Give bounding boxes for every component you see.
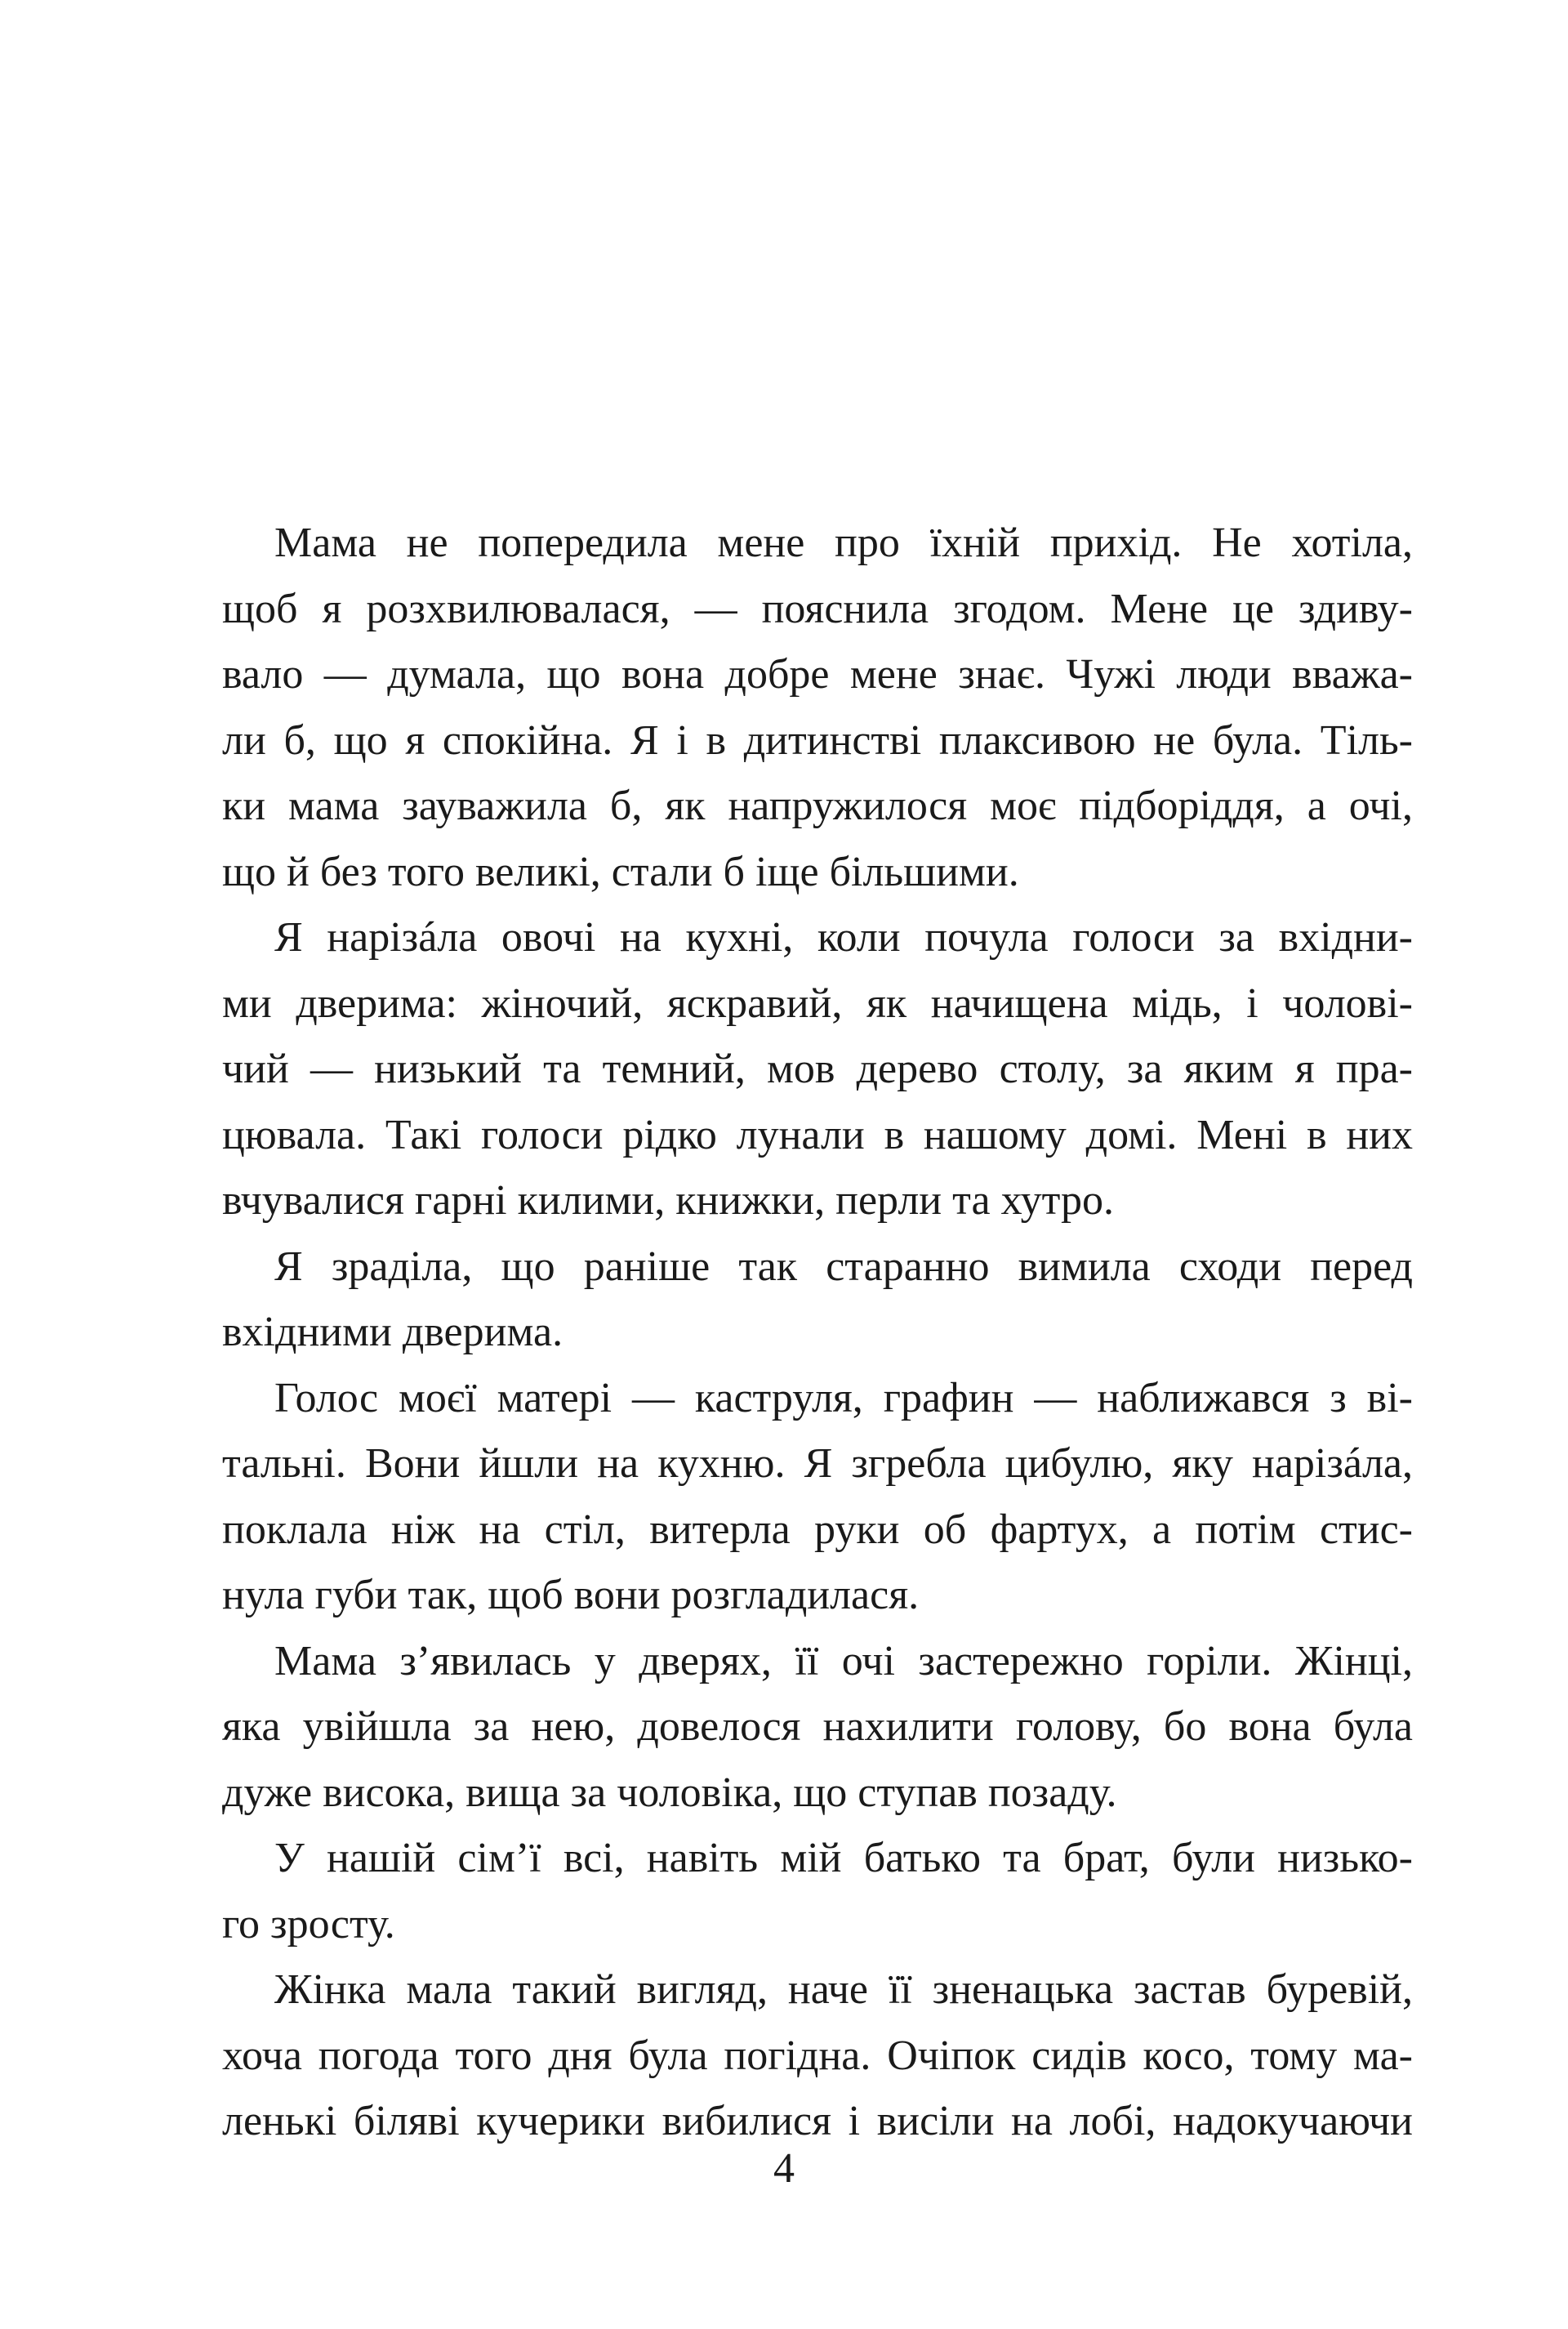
text-line: хоча погода того дня була погідна. Очіпок сидів косо, тому ма- bbox=[222, 2032, 1413, 2079]
text-line: чий — низький та темний, мов дерево столу, за яким я пра- bbox=[222, 1046, 1413, 1092]
paragraph bbox=[222, 1957, 1413, 2155]
text-line: Голос моєї матері — каструля, графин — наближався з ві- bbox=[274, 1374, 1413, 1421]
text-line: що й без того великі, стали б іще більшими. bbox=[222, 848, 1019, 895]
paragraph bbox=[222, 1234, 1413, 1366]
text-line: дуже висока, вища за чоловіка, що ступав позаду. bbox=[222, 1769, 1117, 1816]
paragraph bbox=[222, 905, 1413, 1234]
paragraph bbox=[222, 1366, 1413, 1629]
page-number: 4 bbox=[773, 2145, 795, 2192]
text-line: го зросту. bbox=[222, 1900, 395, 1948]
text-line: вчувалися гарні килими, книжки, перли та хутро. bbox=[222, 1177, 1114, 1224]
text-line: цювала. Такі голоси рідко лунали в нашому домі. Мені в них bbox=[222, 1111, 1413, 1158]
text-line: вало — думала, що вона добре мене знає. Чужі люди вважа- bbox=[222, 651, 1413, 698]
body-text bbox=[222, 511, 1413, 2155]
text-line: вхідними дверима. bbox=[222, 1309, 564, 1355]
text-line: У нашій сім’ї всі, навіть мій батько та брат, були низько- bbox=[274, 1835, 1413, 1881]
text-line: ли б, що я спокійна. Я і в дитинстві плаксивою не була. Тіль- bbox=[222, 716, 1413, 764]
paragraph bbox=[222, 511, 1413, 905]
text-line: Мама з’явилась у дверях, її очі застережно горіли. Жінці, bbox=[274, 1637, 1413, 1684]
text-line: ленькі біляві кучерики вибилися і висіли на лобі, надокучаючи bbox=[222, 2098, 1413, 2144]
text-line: нула губи так, щоб вони розгладилася. bbox=[222, 1572, 920, 1618]
text-line: Я зраділа, що раніше так старанно вимила сходи перед bbox=[274, 1243, 1413, 1290]
text-line: Я нарізáла овочі на кухні, коли почула голоси за вхідни- bbox=[274, 914, 1413, 961]
paragraph bbox=[222, 1826, 1413, 1957]
text-line: ми дверима: жіночий, яскравий, як начищена мідь, і чолові- bbox=[222, 979, 1413, 1027]
paragraph bbox=[222, 1629, 1413, 1827]
text-line: щоб я розхвилювалася, — пояснила згодом. Мене це здиву- bbox=[222, 585, 1413, 632]
text-line: яка увійшла за нею, довелося нахилити голову, бо вона була bbox=[222, 1703, 1413, 1750]
text-line: ки мама зауважила б, як напружилося моє підборіддя, а очі, bbox=[222, 783, 1413, 829]
text-line: Мама не попередила мене про їхній прихід. Не хотіла, bbox=[274, 520, 1413, 566]
text-line: поклала ніж на стіл, витерла руки об фартух, а потім стис- bbox=[222, 1506, 1413, 1553]
text-line: Жінка мала такий вигляд, наче її зненацька застав буревій, bbox=[274, 1966, 1413, 2013]
text-line: тальні. Вони йшли на кухню. Я згребла цибулю, яку нарізáла, bbox=[222, 1440, 1413, 1487]
